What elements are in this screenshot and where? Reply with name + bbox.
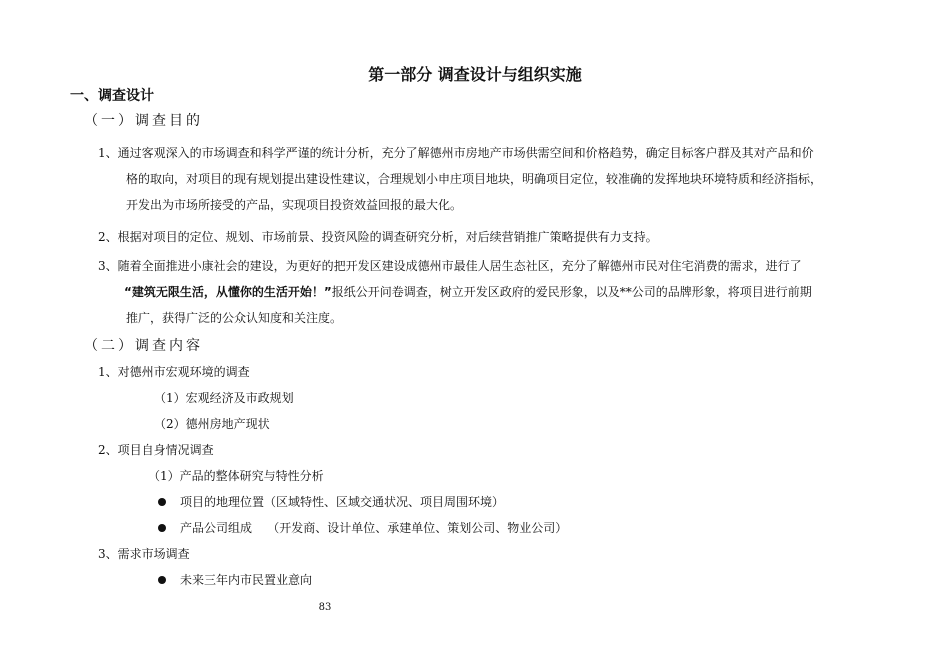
purpose-3-line-3: 推广，获得广泛的公众认知度和关注度。: [126, 311, 343, 325]
bullet-text: 产品公司组成 （开发商、设计单位、承建单位、策划公司、物业公司）: [180, 521, 568, 535]
content-item-2-bullet-1: [158, 489, 504, 515]
purpose-3-line-2-rest: 报纸公开问卷调查，树立开发区政府的爱民形象，以及**公司的品牌形象，将项目进行前期: [331, 285, 812, 299]
page-number: 83: [318, 602, 332, 613]
content-item-1a: （1）宏观经济及市政规划: [154, 391, 294, 405]
bullet-text: 项目的地理位置（区域特性、区域交通状况、项目周围环境）: [180, 495, 505, 509]
section-heading-survey-design: 一、调查设计: [70, 88, 154, 104]
subsection-heading-purpose: （一）调查目的: [84, 113, 203, 129]
purpose-1-line-3: 开发出为市场所接受的产品，实现项目投资效益回报的最大化。: [126, 198, 463, 212]
content-item-2-bullet-2: [158, 515, 567, 541]
bullet-text: 未来三年内市民置业意向: [180, 573, 313, 587]
purpose-3-line-2: [124, 279, 812, 305]
content-item-2: 2、项目自身情况调查: [98, 443, 214, 457]
slogan-text: “建筑无限生活，从懂你的生活开始！”: [124, 285, 332, 299]
content-item-2a: （1）产品的整体研究与特性分析: [148, 469, 324, 483]
purpose-1-line-1: 1、通过客观深入的市场调查和科学严谨的统计分析，充分了解德州市房地产市场供需空间和价格趋势，确定目标客户群及其对产品和价: [98, 146, 814, 160]
content-item-3-bullet-1: [158, 567, 312, 593]
bullet-icon: [158, 524, 166, 532]
purpose-1-line-2: 格的取向，对项目的现有规划提出建设性建议，合理规划小申庄项目地块，明确项目定位，较准确的发挥地块环境特质和经济指标，: [126, 172, 823, 186]
content-item-1b: （2）德州房地产现状: [154, 417, 270, 431]
page-title: 第一部分 调查设计与组织实施: [368, 65, 582, 84]
content-item-3: 3、需求市场调查: [98, 547, 190, 561]
content-item-1: 1、对德州市宏观环境的调查: [98, 365, 250, 379]
purpose-3-line-1: 3、随着全面推进小康社会的建设，为更好的把开发区建设成德州市最佳人居生态社区，充分了解德州市民对住宅消费的需求，进行了: [98, 259, 802, 273]
bullet-icon: [158, 498, 166, 506]
bullet-icon: [158, 576, 166, 584]
purpose-2-line-1: 2、根据对项目的定位、规划、市场前景、投资风险的调查研究分析，对后续营销推广策略提供有力支持。: [98, 230, 658, 244]
subsection-heading-content: （二）调查内容: [84, 338, 203, 354]
